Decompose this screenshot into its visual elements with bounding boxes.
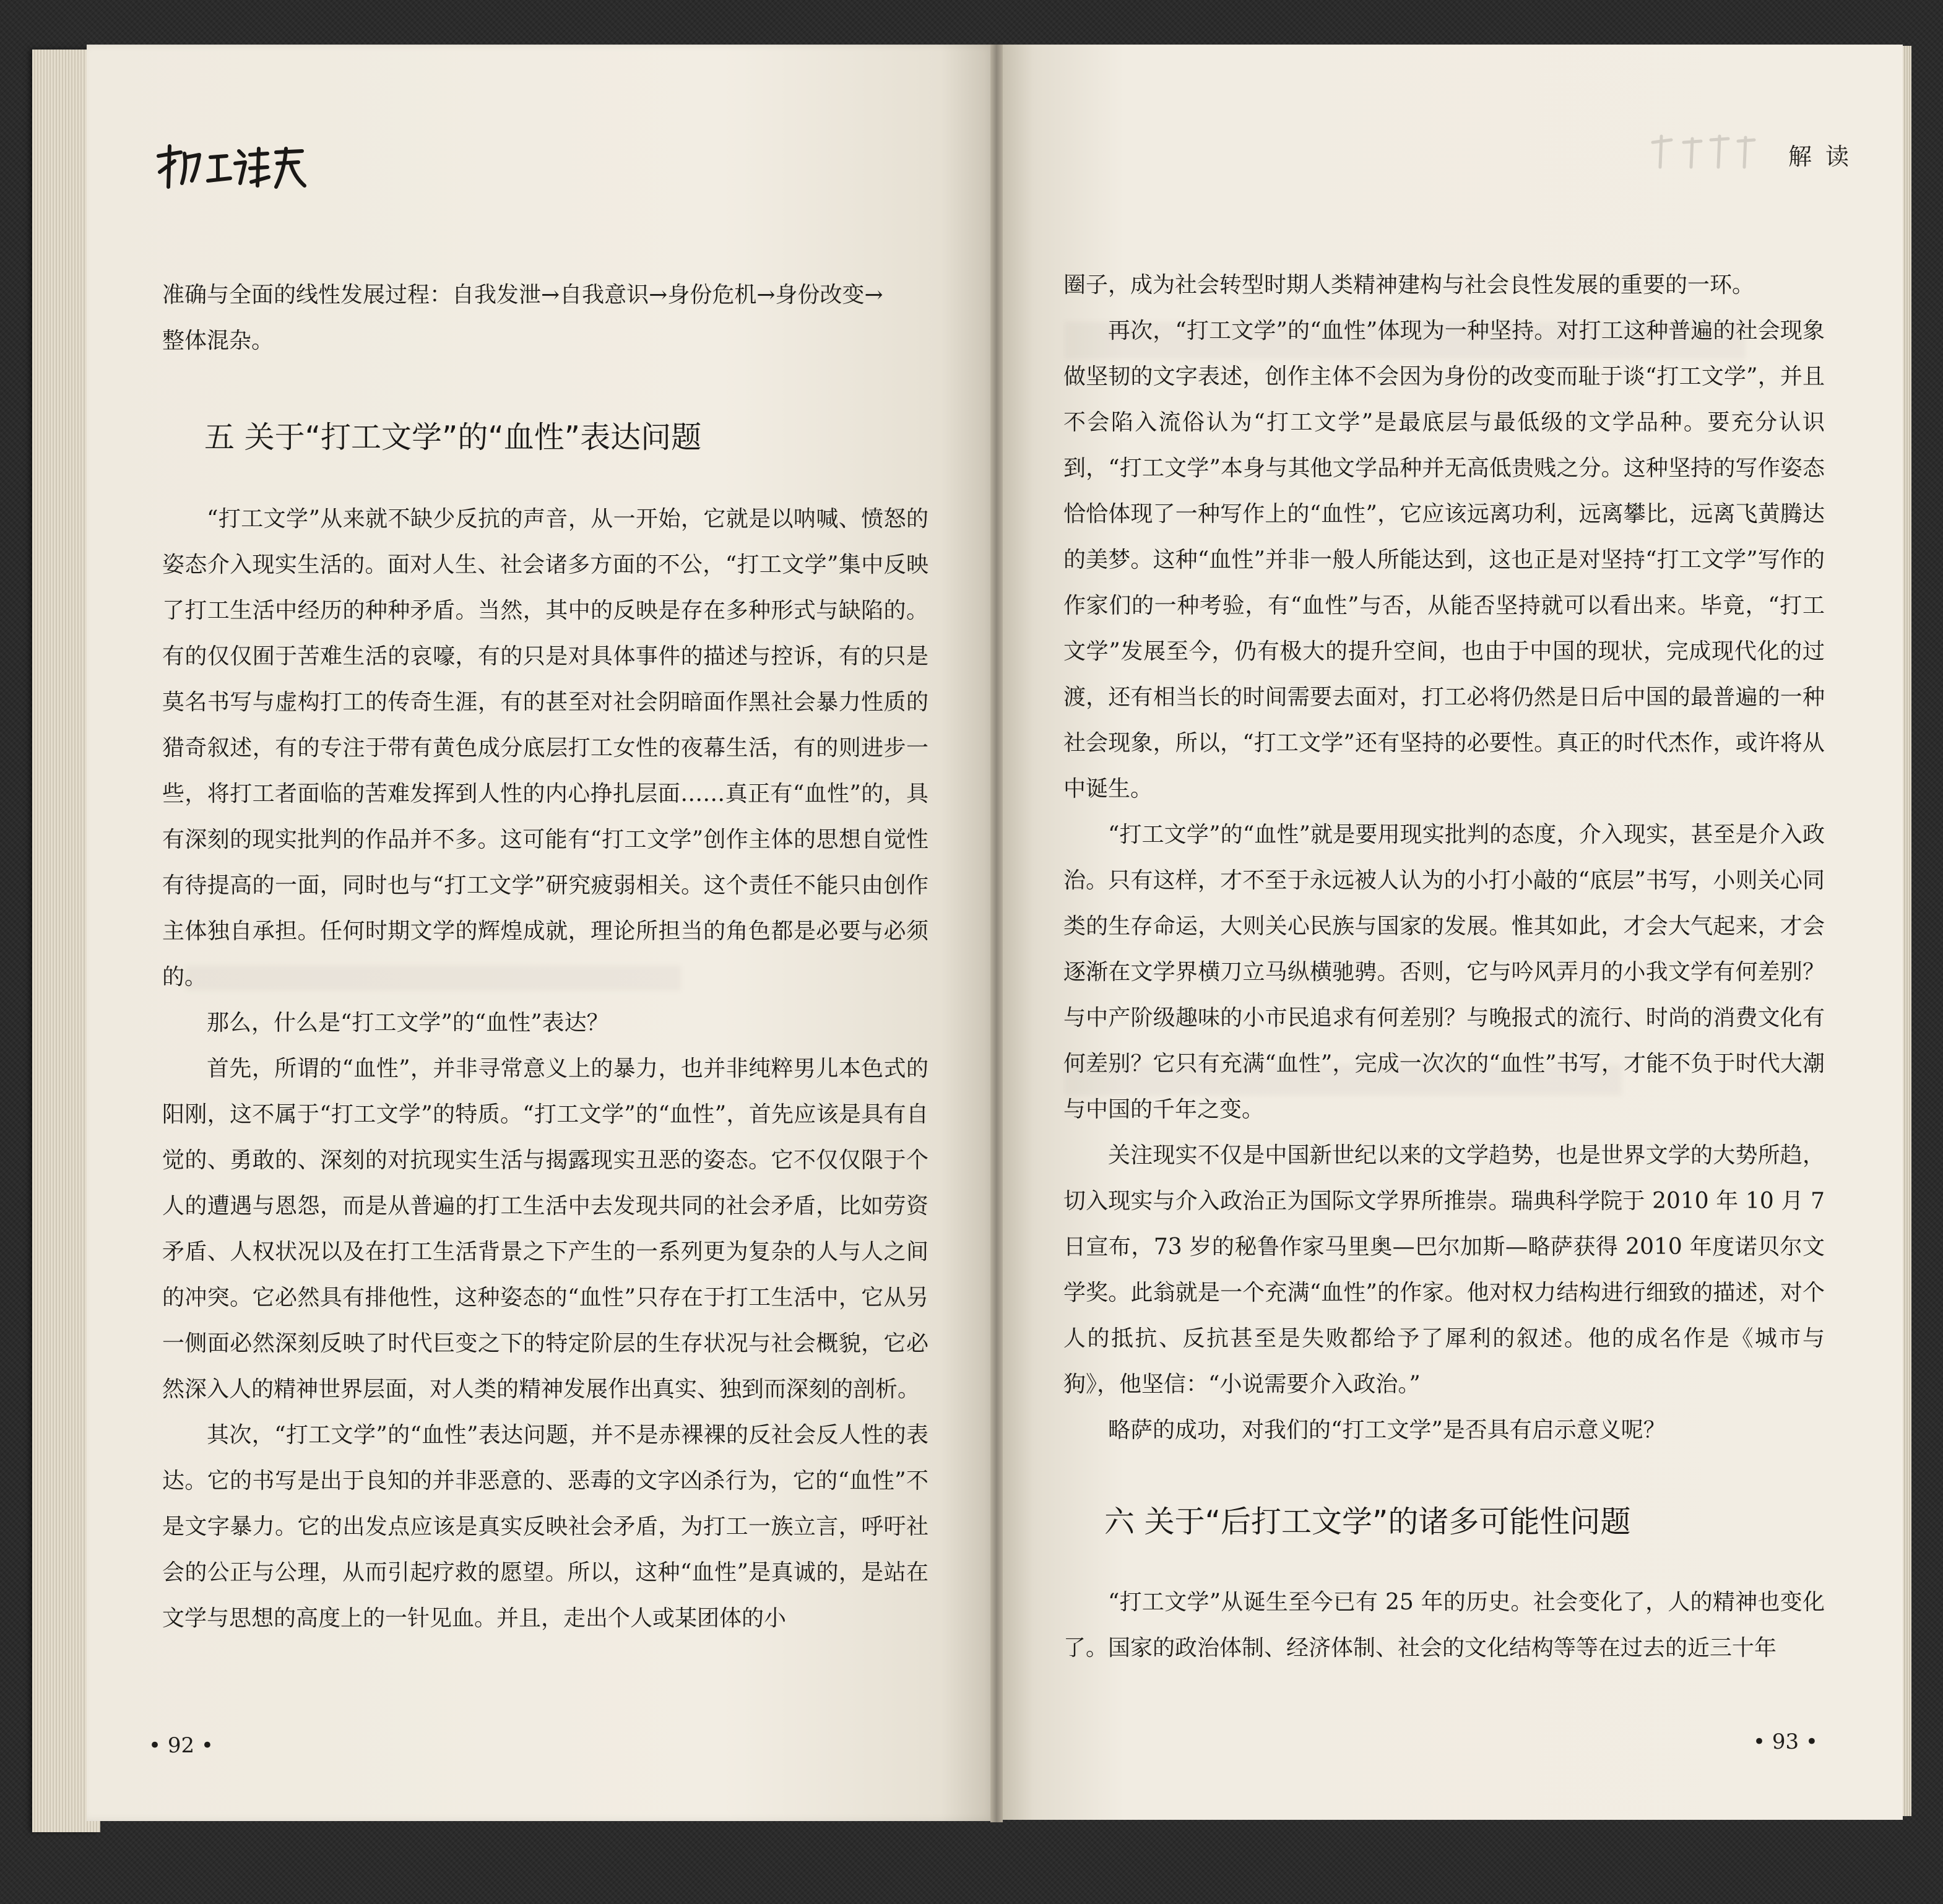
right-paragraph-1: 圈子，成为社会转型时期人类精神建构与社会良性发展的重要的一环。 [1063,272,1755,298]
bleed-through-logo [1647,134,1758,171]
section-heading-6: 六 关于“后打工文学”的诸多可能性问题 [1104,1504,1631,1539]
right-closing-paragraph: “打工文学”从诞生至今已有 25 年的历史。社会变化了，人的精神也变化了。国家的政治体制、经济体制、社会的文化结构等等在过去的近三十年 [1063,1590,1825,1661]
left-page-body [162,496,928,1642]
left-paragraph-4: 其次，“打工文学”的“血性”表达问题，并不是赤裸裸的反社会反人性的表达。它的书写是出于良知的并非恶意的、恶毒的文字凶杀行为，它的“血性”不是文字暴力。它的出发点应该是真实反映社会矛盾，为打工一族立言，呼吁社会的公正与公理，从而引起疗救的愿望。所以，这种“血性”是真诚的，是站在文学与思想的高度上的一针见血。并且，走出个人或某团体的小 [162,1422,928,1631]
section-heading-5: 五 关于“打工文学”的“血性”表达问题 [204,420,702,455]
right-page-body [1063,262,1825,1453]
book-logo-calligraphy [154,142,308,192]
right-paragraph-2: 再次，“打工文学”的“血性”体现为一种坚持。对打工这种普遍的社会现象做坚韧的文字表述，创作主体不会因为身份的改变而耻于谈“打工文学”，并且不会陷入流俗认为“打工文学”是最底层与最低级的文学品种。要充分认识到，“打工文学”本身与其他文学品种并无高低贵贱之分。这种坚持的写作姿态恰恰体现了一种写作上的“血性”，它应该远离功利，远离攀比，远离飞黄腾达的美梦。这种“血性”并非一般人所能达到，这也正是对坚持“打工文学”写作的作家们的一种考验，有“血性”与否，从能否坚持就可以看出来。毕竟，“打工文学”发展至今，仍有极大的提升空间，也由于中国的现状，完成现代化的过渡，还有相当长的时间需要去面对，打工必将仍然是日后中国的最普遍的一种社会现象，所以，“打工文学”还有坚持的必要性。真正的时代杰作，或许将从中诞生。 [1063,318,1825,802]
left-paragraph-2: 那么，什么是“打工文学”的“血性”表达？ [207,1010,609,1036]
right-paragraph-4: 关注现实不仅是中国新世纪以来的文学趋势，也是世界文学的大势所趋，切入现实与介入政治正为国际文学界所推崇。瑞典科学院于 2010 年 10 月 7 日宣布，73 岁的秘鲁作家马里奥—巴尔加斯—略萨获得 2010 年度诺贝尔文学奖。此翁就是一个充满“血性”的作家。他对权力结构进行细致的描述，对个人的抵抗、反抗甚至是失败都给予了犀利的叙述。他的成名作是《城市与狗》，他坚信：“小说需要介入政治。” [1063,1143,1825,1397]
page-number-right: • 93 • [1753,1729,1818,1754]
left-page-opening [162,272,928,364]
right-paragraph-5: 略萨的成功，对我们的“打工文学”是否具有启示意义呢？ [1108,1417,1666,1443]
right-paragraph-3: “打工文学”的“血性”就是要用现实批判的态度，介入现实，甚至是介入政治。只有这样，才不至于永远被人认为的小打小敲的“底层”书写，小则关心同类的生存命运，大则关心民族与国家的发展。惟其如此，才会大气起来，才会逐渐在文学界横刀立马纵横驰骋。否则，它与吟风弄月的小我文学有何差别？与中产阶级趣味的小市民追求有何差别？与晚报式的流行、时尚的消费文化有何差别？它只有充满“血性”，完成一次次的“血性”书写，才能不负于时代大潮与中国的千年之变。 [1063,822,1825,1122]
left-opening-line-1: 准确与全面的线性发展过程：自我发泄→自我意识→身份危机→身份改变→ [162,282,883,308]
running-head: 解读 [1788,143,1863,170]
page-stack-edge-right [1903,46,1911,1816]
left-paragraph-3: 首先，所谓的“血性”，并非寻常意义上的暴力，也并非纯粹男儿本色式的阳刚，这不属于“打工文学”的特质。“打工文学”的“血性”，首先应该是具有自觉的、勇敢的、深刻的对抗现实生活与揭露现实丑恶的姿态。它不仅仅限于个人的遭遇与恩怨，而是从普遍的打工生活中去发现共同的社会矛盾，比如劳资矛盾、人权状况以及在打工生活背景之下产生的一系列更为复杂的人与人之间的冲突。它必然具有排他性，这种姿态的“血性”只存在于打工生活中，它从另一侧面必然深刻反映了时代巨变之下的特定阶层的生存状况与社会概貌，它必然深入人的精神世界层面，对人类的精神发展作出真实、独到而深刻的剖析。 [162,1056,928,1402]
right-page-closing [1063,1580,1825,1671]
left-paragraph-1: “打工文学”从来就不缺少反抗的声音，从一开始，它就是以呐喊、愤怒的姿态介入现实生活的。面对人生、社会诸多方面的不公，“打工文学”集中反映了打工生活中经历的种种矛盾。当然，其中的反映是存在多种形式与缺陷的。有的仅仅囿于苦难生活的哀嚎，有的只是对具体事件的描述与控诉，有的只是莫名书写与虚构打工的传奇生涯，有的甚至对社会阴暗面作黑社会暴力性质的猎奇叙述，有的专注于带有黄色成分底层打工女性的夜幕生活，有的则进步一些，将打工者面临的苦难发挥到人性的内心挣扎层面……真正有“血性”的，具有深刻的现实批判的作品并不多。这可能有“打工文学”创作主体的思想自觉性有待提高的一面，同时也与“打工文学”研究疲弱相关。这个责任不能只由创作主体独自承担。任何时期文学的辉煌成就，理论所担当的角色都是必要与必须的。 [162,506,928,990]
book-spine [990,45,1003,1822]
left-opening-line-2: 整体混杂。 [162,328,274,353]
page-number-left: • 92 • [149,1733,214,1758]
